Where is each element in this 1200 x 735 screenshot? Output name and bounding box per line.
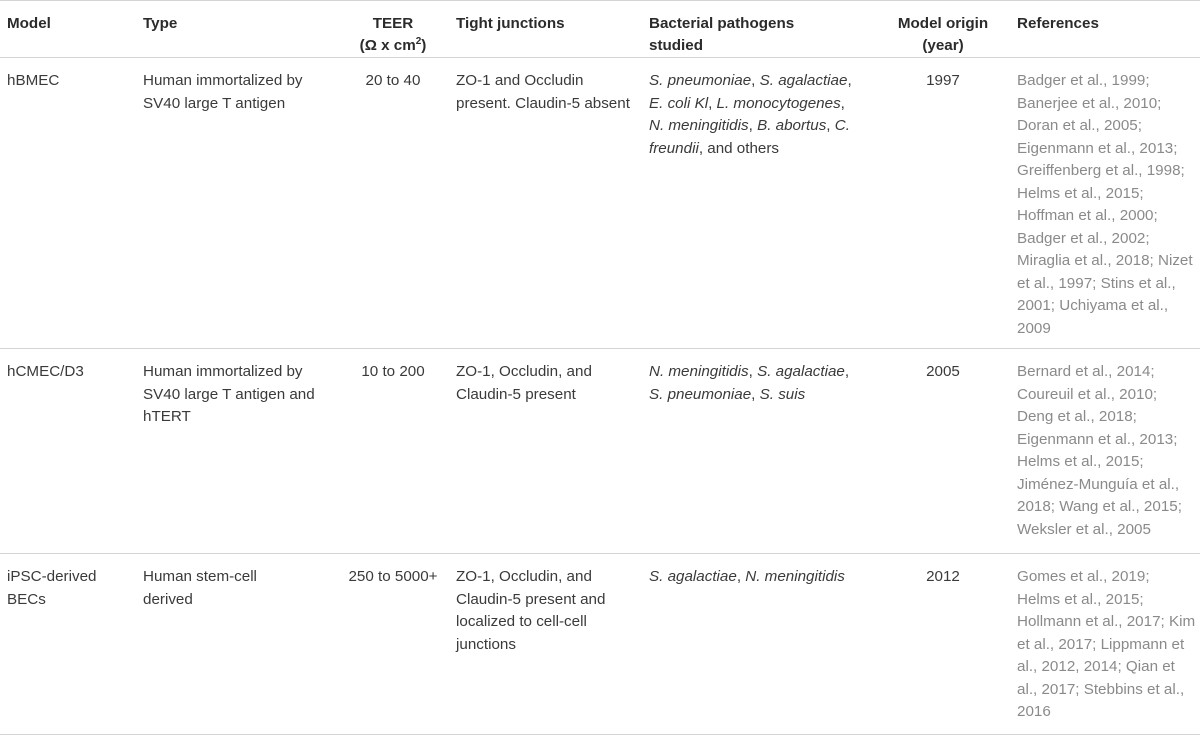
header-bacterial-pathogens — [649, 1, 869, 58]
header-model-origin-label-2: (year) — [922, 37, 964, 54]
cell-type: Human immortalized by SV40 large T antigen and hTERT — [143, 349, 330, 554]
header-tight-junctions — [456, 1, 649, 58]
table-row — [0, 349, 1200, 554]
pathogen-name: N. meningitidis — [745, 568, 845, 585]
cell-pathogens — [649, 554, 869, 735]
cell-teer: 10 to 200 — [330, 349, 456, 554]
cell-model-origin: 2012 — [869, 554, 1017, 735]
table-header — [0, 1, 1200, 58]
pathogen-separator: , — [751, 72, 760, 89]
cell-teer: 250 to 5000+ — [330, 554, 456, 735]
table-row — [0, 58, 1200, 349]
cell-model-origin: 1997 — [869, 58, 1017, 349]
header-model — [0, 1, 143, 58]
pathogen-name: S. agalactiae — [649, 568, 737, 585]
pathogen-separator: , — [708, 94, 717, 112]
cell-pathogens — [649, 58, 869, 349]
pathogen-separator: , — [748, 363, 758, 380]
header-teer — [330, 1, 456, 58]
cell-type: Human stem-cell derived — [143, 554, 330, 735]
header-teer-unit-superscript: 2 — [415, 35, 422, 47]
header-row — [0, 1, 1200, 58]
cell-model-origin: 2005 — [869, 349, 1017, 554]
pathogen-separator: , and others — [698, 139, 780, 157]
pathogen-name: S. agalactiae — [759, 72, 848, 89]
pathogen-name: N. meningitidis — [649, 117, 749, 134]
pathogen-separator: , — [748, 117, 758, 134]
cell-references: Bernard et al., 2014; Coureuil et al., 2010; Deng et al., 2018; Eigenmann et al., 2013; Helms et al., 2015; Jiménez-Munguía et al., 2018; Wang et al., 2015; Weksler et al., 2005 — [1017, 349, 1200, 554]
header-model-label: Model — [7, 15, 51, 32]
header-references-label: References — [1017, 15, 1099, 32]
pathogen-name: B. abortus — [757, 117, 827, 134]
pathogen-name: E. coli Kl — [649, 94, 709, 112]
cell-references: Gomes et al., 2019; Helms et al., 2015; Hollmann et al., 2017; Kim et al., 2017; Lippmann et al., 2012, 2014; Qian et al., 2017; Stebbins et al., 2016 — [1017, 554, 1200, 735]
pathogen-name: S. agalactiae — [757, 363, 845, 380]
header-bacterial-pathogens-label-2: studied — [649, 37, 704, 54]
cell-tight-junctions: ZO-1, Occludin, and Claudin-5 present and localized to cell-cell junctions — [456, 554, 649, 735]
header-teer-label: TEER — [372, 15, 414, 32]
header-model-origin — [869, 1, 1017, 58]
header-type — [143, 1, 330, 58]
cell-model: hCMEC/D3 — [0, 349, 143, 554]
pathogen-name: N. meningitidis — [649, 363, 749, 380]
cell-pathogens — [649, 349, 869, 554]
cell-type: Human immortalized by SV40 large T antigen — [143, 58, 330, 349]
pathogen-name: S. pneumoniae — [649, 72, 752, 89]
header-teer-unit: (Ω x cm — [359, 37, 416, 54]
pathogen-name: C. freundii — [649, 117, 850, 157]
header-model-origin-label-1: Model origin — [897, 15, 989, 32]
cell-teer: 20 to 40 — [330, 58, 456, 349]
header-teer-unit-close: ) — [421, 37, 427, 54]
table-row — [0, 554, 1200, 735]
pathogen-name: L. monocytogenes — [716, 94, 841, 112]
pathogen-name: S. suis — [759, 385, 806, 403]
pathogen-separator: , — [736, 568, 746, 585]
cell-references: Badger et al., 1999; Banerjee et al., 2010; Doran et al., 2005; Eigenmann et al., 2013; Greiffenberg et al., 1998; Helms et al., 2015; Hoffman et al., 2000; Badger et al., 2002; Miraglia et al., 2018; Nizet et al., 1997; Stins et al., 2001; Uchiyama et al., 2009 — [1017, 58, 1200, 349]
header-references — [1017, 1, 1200, 58]
header-bacterial-pathogens-label-1: Bacterial pathogens — [649, 15, 795, 32]
pathogen-name: S. pneumoniae — [649, 385, 752, 403]
table-body — [0, 58, 1200, 735]
header-tight-junctions-label: Tight junctions — [456, 15, 565, 32]
pathogen-separator: , — [844, 363, 850, 380]
pathogen-separator: , — [840, 94, 845, 112]
pathogen-separator: , — [826, 117, 835, 134]
pathogen-separator: , — [847, 72, 852, 89]
cell-tight-junctions: ZO-1 and Occludin present. Claudin-5 absent — [456, 58, 649, 349]
cell-model: iPSC-derived BECs — [0, 554, 143, 735]
cell-tight-junctions: ZO-1, Occludin, and Claudin-5 present — [456, 349, 649, 554]
header-type-label: Type — [143, 15, 178, 32]
pathogen-separator: , — [751, 385, 760, 403]
cell-model: hBMEC — [0, 58, 143, 349]
